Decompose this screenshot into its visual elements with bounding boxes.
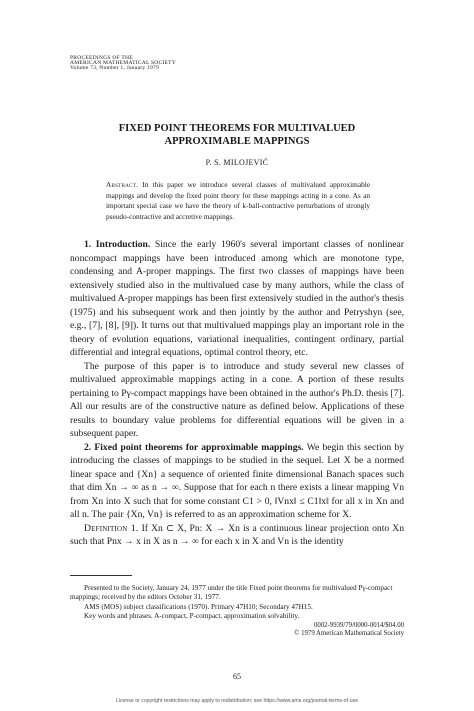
- section-1-paragraph-2: The purpose of this paper is to introduce and study several new classes of multivalued approximable mappings acting in a cone. A portion of these results pertaining to Pγ-compact mappings have been obtained in the author's Ph.D. thesis [7]. All our results are of the constructive nature as defined below. Applications of these results to boundary value problems for differential equations will be given in a subsequent paper.: [70, 360, 404, 439]
- volume-info: Volume 73, Number 1, January 1979: [70, 65, 159, 72]
- journal-header: [70, 56, 270, 72]
- copyright-notice: © 1979 American Mathematical Society: [294, 630, 404, 638]
- section-1-heading: 1. Introduction.: [84, 239, 151, 250]
- body-text: [70, 238, 404, 549]
- title-line-2: APPROXIMABLE MAPPINGS: [164, 136, 310, 147]
- received-note: Presented to the Society, January 24, 1977 under the title Fixed point theorems for multivalued Pγ-compact mappings; received by the editors October 31, 1977.: [70, 584, 393, 602]
- footnote-rule: [70, 575, 132, 576]
- definition-text: If Xn ⊂ X, Pn: X → Xn is a continuous linear projection onto Xn such that Pnx → x in X as n → ∞ for each x in X and Vn is the identity: [70, 522, 404, 547]
- abstract: [106, 180, 370, 222]
- license-notice: License or copyright restrictions may apply to redistribution; see https://www.ams.org/journal-terms-of-use: [115, 698, 359, 704]
- article-code: 0002-9939/79/0000-0014/$04.00: [313, 621, 404, 629]
- section-2-heading: 2. Fixed point theorems for approximable mappings.: [84, 441, 304, 453]
- page-number: 65: [233, 672, 241, 681]
- copyright-block: [70, 622, 404, 639]
- author: P. S. MILOJEVIĆ: [205, 158, 269, 167]
- paper-title: [70, 122, 404, 148]
- footnotes: [70, 584, 404, 639]
- abstract-label: Abstract.: [106, 180, 139, 189]
- definition-1: [70, 522, 404, 549]
- section-1-text: Since the early 1960's several important classes of nonlinear noncompact mappings have been introduced among which are monotone type, condensing and A-proper mappings. The first two classes of mappings have been extensively studied also in the multivalued case by many authors, while the class of multivalued A-proper mappings has been first extensively studied in the author's thesis (1975) and his subsequent work and then jointly by the author and Petryshyn (see, e.g., [7], [8], [9]). It turns out that multivalued mappings play an important role in the theory of evolution equations, variational inequalities, contingent ordinary, partial differential and integral equations, optimal control theory, etc.: [70, 239, 404, 358]
- section-1-paragraph-1: [70, 238, 404, 360]
- subject-classification: AMS (MOS) subject classifications (1970). Primary 47H10; Secondary 47H15.: [84, 602, 313, 611]
- title-line-1: FIXED POINT THEOREMS FOR MULTIVALUED: [118, 123, 356, 134]
- section-2-text: We begin this section by introducing the classes of mappings to be studied in the sequel. Let X be a normed linear space and {Xn} a sequence of oriented finite dimensional Banach spaces such that dim Xn → ∞ as n → ∞. Suppose that for each n there exists a linear mapping Vn from Xn into X such that for some constant C1 > 0, ‖Vnx‖ ≤ C1‖x‖ for all x in Xn and all n. The pair {Xn, Vn} is referred to as an approximation scheme for X.: [70, 441, 404, 520]
- journal-name-line-2: AMERICAN MATHEMATICAL SOCIETY: [70, 60, 176, 67]
- section-2-paragraph-1: [70, 441, 404, 522]
- keywords: Key words and phrases. A-compact, P-compact, approximation solvability.: [84, 612, 300, 621]
- journal-name-line-1: PROCEEDINGS OF THE: [70, 55, 133, 61]
- abstract-text: In this paper we introduce several classes of multivalued approximable mappings and develop the fixed point theory for these mappings acting in a cone. As an important special case we have the theory of k-ball-contractive perturbations of strongly pseudo-contractive and accretive mappings.: [106, 180, 370, 221]
- definition-label: Definition 1.: [84, 522, 139, 534]
